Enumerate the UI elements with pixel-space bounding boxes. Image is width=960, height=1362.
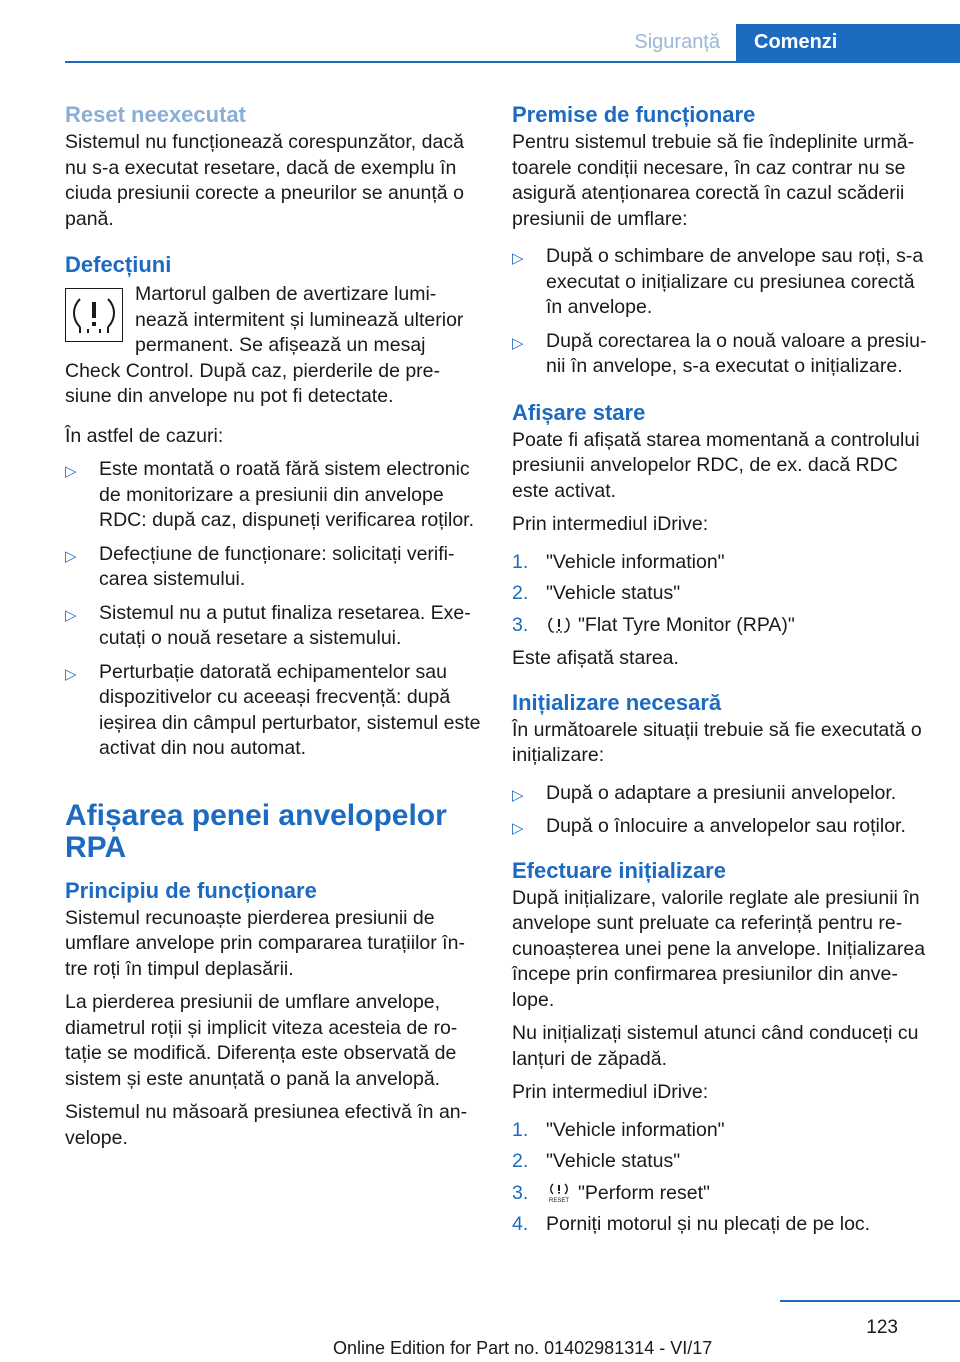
list-item: ▷ Perturbație datorată echipamentelor sau dispozitivelor cu aceeași frecvență: după ieșirea din câmpul perturbator, sistemul este activat din nou automat. (65, 660, 481, 759)
triangle-bullet-icon: ▷ (65, 606, 77, 624)
header-rule (65, 61, 960, 63)
do-init-steps (512, 1118, 930, 1238)
prereq-list (512, 244, 930, 380)
tab-controls[interactable]: Comenzi (736, 24, 960, 61)
triangle-bullet-icon: ▷ (65, 547, 77, 565)
cases-list (65, 457, 483, 762)
list-item: ▷ După corectarea la o nouă valoare a presiu‐ nii în anvelope, s-a executat o inițializare. (512, 329, 927, 377)
list-item: 1. "Vehicle information" (512, 1118, 725, 1141)
do-init-text-2: Nu inițializați sistemul atunci când conduceți cu lanțuri de zăpadă. (512, 1022, 919, 1070)
prereq-heading: Premise de funcționare (512, 102, 756, 127)
principle-heading: Principiu de funcționare (65, 877, 317, 903)
init-needed-heading: Inițializare necesară (512, 689, 722, 715)
triangle-bullet-icon: ▷ (512, 820, 524, 837)
reset-failed-heading: Reset neexecutat (65, 102, 246, 127)
principle-text-3: Sistemul nu măsoară presiunea efectivă în an‐ velope. (65, 1101, 468, 1149)
svg-text:RESET: RESET (548, 1198, 570, 1205)
list-item: 2. "Vehicle status" (512, 1150, 681, 1172)
status-text: Poate fi afișată starea momentană a controlului presiunii anvelopelor RDC, de ex. dacă RDC este activat. (512, 428, 920, 502)
reset-failed-text: Sistemul nu funcționează corespunzător, dacă nu s-a executat resetare, dacă de exemplu în ciuda presiunii corecte a pneurilor se anunță o pană. (65, 131, 464, 230)
edition-text: Online Edition for Part no. 01402981314 - VI/17 (333, 1338, 713, 1358)
list-item: ▷ Este montată o roată fără sistem electronic de monitorizare a presiunii din anvelope RDC: după caz, dispuneți verificarea roților. (65, 458, 475, 531)
triangle-bullet-icon: ▷ (65, 665, 77, 683)
do-init-via: Prin intermediul iDrive: (512, 1081, 709, 1103)
list-item: 1. "Vehicle information" (512, 550, 725, 573)
status-via: Prin intermediul iDrive: (512, 513, 709, 535)
init-needed-list (512, 781, 930, 840)
status-heading: Afișare stare (512, 399, 646, 425)
list-item: ▷ După o înlocuire a anvelopelor sau roților. (512, 814, 930, 840)
do-init-text-1: După inițializare, valorile reglate ale presiunii în anvelope sunt preluate ca referință pentru re‐ cunoașterea unei pene la anvelope. Inițializarea începe prin confirmarea presiunilor din anve‐ lope. (512, 886, 926, 1011)
cases-intro: În astfel de cazuri: (65, 424, 224, 447)
triangle-bullet-icon: ▷ (65, 463, 77, 480)
rpa-heading: Afișarea penei anvelopelor RPA (65, 798, 447, 864)
tab-safety[interactable]: Siguranță (634, 31, 720, 53)
triangle-bullet-icon: ▷ (512, 334, 524, 352)
list-item: 3. "Flat Tyre Monitor (RPA)" (512, 613, 795, 636)
status-steps (512, 550, 930, 639)
tyre-pressure-warning-icon (65, 288, 123, 342)
list-item: 4. Porniți motorul și nu plecați de pe loc. (512, 1213, 871, 1235)
header-tabs (634, 24, 960, 61)
flat-tyre-icon (546, 615, 572, 635)
list-item: 2. "Vehicle status" (512, 582, 681, 604)
principle-text-2: La pierderea presiunii de umflare anvelope, diametrul roții și implicit viteza acesteia de ro‐ tație se modifică. Diferența este observată de sistem și este anunțată o pană la anvelopă. (65, 991, 458, 1090)
list-item: 3. RESET "Perform reset" (512, 1181, 710, 1205)
defects-warning-block (65, 282, 483, 410)
triangle-bullet-icon: ▷ (512, 250, 524, 267)
defects-warning-text: Martorul galben de avertizare lumi‐ nează intermitent și luminează ulterior permanent. Se afișează un mesaj Check Control. După caz, pierderile de pre‐ siune din anvelope nu pot fi detectate. (65, 283, 464, 407)
right-column (512, 100, 930, 1246)
list-item: ▷ După o schimbare de anvelope sau roți, s-a executat o inițializare cu presiunea corectă în anvelope. (512, 245, 924, 318)
reset-icon (546, 1182, 572, 1204)
defects-heading: Defecțiuni (65, 252, 172, 277)
status-result: Este afișată starea. (512, 647, 679, 669)
prereq-text: Pentru sistemul trebuie să fie îndeplinite urmă‐ toarele condiții necesare, în caz contrar nu se asigură atenționarea corectă în cazul scăderii presiunii de umflare: (512, 131, 915, 230)
page-number: 123 (866, 1317, 898, 1338)
init-needed-text: În următoarele situații trebuie să fie executată o inițializare: (512, 718, 922, 766)
list-item: ▷ După o adaptare a presiunii anvelopelor. (512, 781, 930, 807)
do-init-heading: Efectuare inițializare (512, 857, 726, 883)
footer-rule (780, 1300, 960, 1302)
triangle-bullet-icon: ▷ (512, 786, 524, 804)
left-column (65, 100, 483, 1159)
list-item: ▷ Sistemul nu a putut finaliza resetarea. Exe‐ cutați o nouă resetare a sistemului. (65, 601, 471, 649)
list-item: ▷ Defecțiune de funcționare: solicitați verifi‐ carea sistemului. (65, 542, 455, 590)
principle-text-1: Sistemul recunoaște pierderea presiunii de umflare anvelope prin compararea turațiilor în‐ tre roți în timpul deplasării. (65, 906, 465, 980)
